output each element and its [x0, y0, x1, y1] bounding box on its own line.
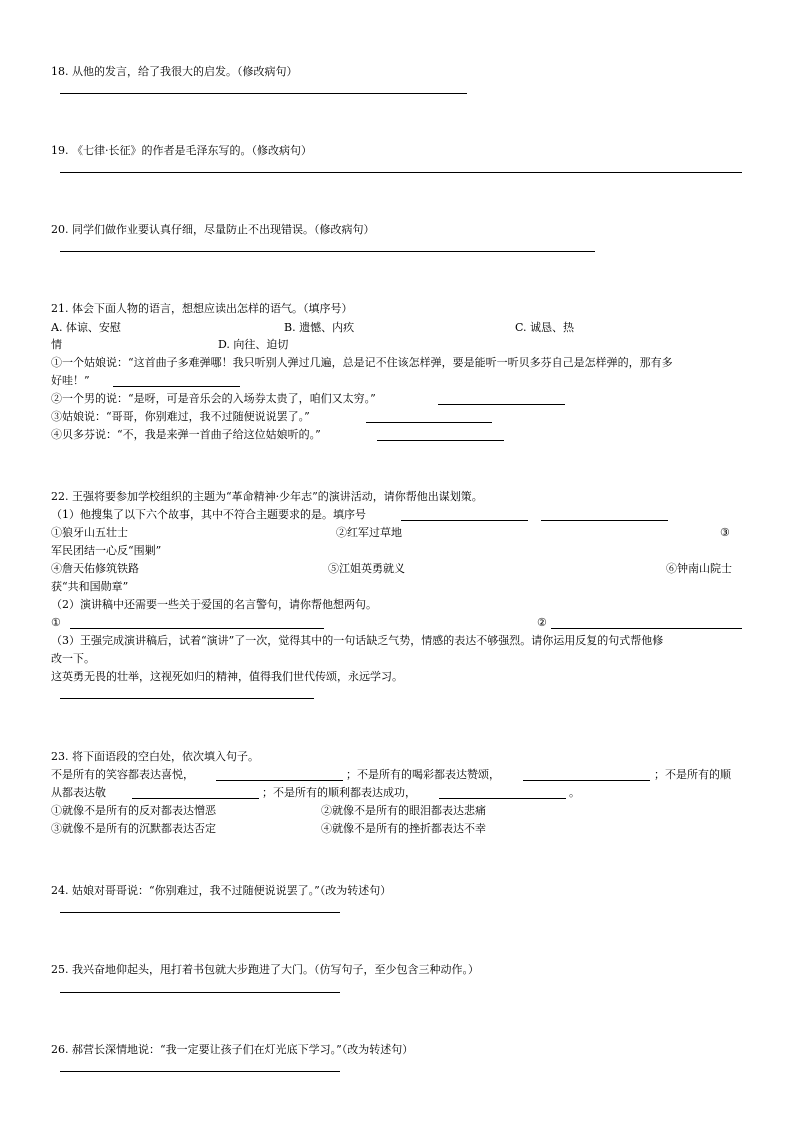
question-23-prompt: 23. 将下面语段的空白处，依次填入句子。 — [51, 750, 259, 763]
q21-option-a: A. 体谅、安慰 — [51, 321, 121, 334]
q22-sub-1: （1）他搜集了以下六个故事，其中不符合主题要求的是。填序号 — [51, 508, 366, 521]
q22-story-3: 军民团结一心反“围剿” — [51, 544, 162, 557]
question-24-text: 24. 姑娘对哥哥说：“你别难过，我不过随便说说罢了。”（改为转述句） — [51, 884, 392, 897]
q22-quote-blank-2[interactable] — [551, 628, 742, 629]
answer-line-24[interactable] — [60, 912, 340, 913]
q22-blank-2-num: ② — [537, 616, 547, 629]
q22-story-5: ⑤江姐英勇就义 — [328, 562, 405, 575]
q21-item-2: ②一个男的说：“是呀，可是音乐会的入场券太贵了，咱们又太穷。” — [51, 392, 376, 405]
q23-seg-3: ；不是所有的顺 — [654, 768, 731, 781]
q21-option-c: C. 诚恳、热 — [515, 321, 575, 334]
q21-option-b: B. 遗憾、内疚 — [284, 321, 355, 334]
answer-line-20[interactable] — [60, 251, 595, 252]
q21-blank-2[interactable] — [438, 404, 565, 405]
answer-line-18[interactable] — [60, 93, 467, 94]
q21-item-1-line-1: ①一个姑娘说：“这首曲子多难弹哪！我只听别人弹过几遍，总是记不住该怎样弹，要是能听一听贝多芬自己是怎样弹的，那有多 — [51, 356, 673, 369]
q21-item-3: ③姑娘说：“哥哥，你别难过，我不过随便说说罢了。” — [51, 410, 310, 423]
q21-blank-1[interactable] — [113, 386, 240, 387]
q23-option-2: ②就像不是所有的眼泪都表达悲痛 — [321, 804, 486, 817]
question-21-prompt: 21. 体会下面人物的语言，想想应读出怎样的语气。（填序号） — [51, 302, 353, 315]
question-26-text: 26. 郝营长深情地说：“我一定要让孩子们在灯光底下学习。”（改为转述句） — [51, 1043, 414, 1056]
q23-seg-2: ；不是所有的喝彩都表达赞颂， — [346, 768, 500, 781]
question-22-prompt: 22. 王强将要参加学校组织的主题为“革命精神·少年志”的演讲活动，请你帮他出谋划策。 — [51, 490, 483, 503]
q22-blank-sub1-b[interactable] — [541, 520, 668, 521]
q23-blank-2[interactable] — [523, 780, 650, 781]
q23-seg-5: ；不是所有的顺利都表达成功， — [262, 786, 416, 799]
question-20-text: 20. 同学们做作业要认真仔细，尽量防止不出现错误。（修改病句） — [51, 223, 375, 236]
q22-story-6: ⑥钟南山院士 — [666, 562, 732, 575]
q22-story-4: ④詹天佑修筑铁路 — [51, 562, 139, 575]
q21-option-c-cont: 情 — [51, 338, 62, 351]
q23-option-3: ③就像不是所有的沉默都表达否定 — [51, 822, 216, 835]
q22-story-6-cont: 获“共和国勋章” — [51, 580, 129, 593]
question-25-text: 25. 我兴奋地仰起头，甩打着书包就大步跑进了大门。（仿写句子，至少包含三种动作。） — [51, 963, 479, 976]
q22-blank-sub1-a[interactable] — [401, 520, 528, 521]
q22-sub-3-line-1: （3）王强完成演讲稿后，试着“演讲”了一次，觉得其中的一句话缺乏气势，情感的表达不够强烈。请你运用反复的句式帮他修 — [51, 634, 664, 647]
q23-blank-1[interactable] — [216, 780, 343, 781]
q23-seg-6: 。 — [569, 786, 580, 799]
q21-item-4: ④贝多芬说：“不，我是来弹一首曲子给这位姑娘听的。” — [51, 428, 321, 441]
q21-option-d: D. 向往、迫切 — [218, 338, 289, 351]
q22-sub-2: （2）演讲稿中还需要一些关于爱国的名言警句，请你帮他想两句。 — [51, 598, 377, 611]
q22-story-2: ②红军过草地 — [336, 526, 402, 539]
q21-blank-4[interactable] — [377, 440, 504, 441]
q22-sentence: 这英勇无畏的壮举，这视死如归的精神，值得我们世代传颂，永远学习。 — [51, 670, 403, 683]
q23-option-1: ①就像不是所有的反对都表达憎恶 — [51, 804, 216, 817]
question-19-text: 19. 《七律·长征》的作者是毛泽东写的。（修改病句） — [51, 144, 312, 157]
q23-seg-4: 从都表达敬 — [51, 786, 106, 799]
q21-blank-3[interactable] — [366, 422, 492, 423]
q23-seg-1: 不是所有的笑容都表达喜悦， — [51, 768, 194, 781]
answer-line-25[interactable] — [60, 992, 340, 993]
answer-line-19[interactable] — [60, 172, 742, 173]
q22-story-1: ①狼牙山五壮士 — [51, 526, 128, 539]
q22-story-3-num: ③ — [720, 526, 730, 539]
question-18-text: 18. 从他的发言，给了我很大的启发。（修改病句） — [51, 65, 298, 78]
q22-sub-3-line-2: 改一下。 — [51, 652, 95, 665]
q23-option-4: ④就像不是所有的挫折都表达不幸 — [321, 822, 486, 835]
q22-blank-1-num: ① — [51, 616, 61, 629]
q23-blank-3[interactable] — [132, 798, 259, 799]
answer-line-26[interactable] — [60, 1071, 340, 1072]
q23-blank-4[interactable] — [439, 798, 566, 799]
q22-answer-line[interactable] — [60, 698, 314, 699]
q22-quote-blank-1[interactable] — [70, 628, 324, 629]
q21-item-1-line-2: 好哇！” — [51, 374, 90, 387]
